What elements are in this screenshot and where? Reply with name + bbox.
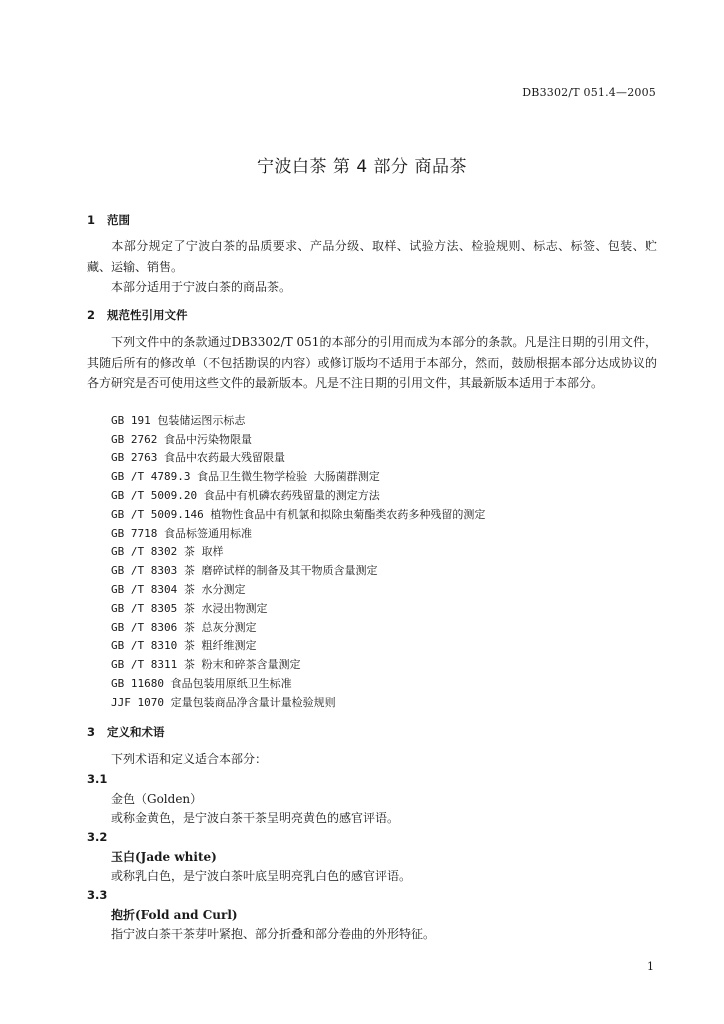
term-number: 3.3 (87, 888, 108, 902)
reference-item: GB /T 8303 茶 磨碎试样的制备及其干物质含量测定 (111, 564, 378, 577)
section-3-heading (87, 724, 165, 740)
section-2-heading (87, 307, 188, 323)
reference-item: GB /T 5009.146 植物性食品中有机氯和拟除虫菊酯类农药多种残留的测定 (111, 508, 486, 521)
reference-item: GB /T 8302 茶 取样 (111, 545, 224, 558)
reference-item: GB /T 8311 茶 粉末和碎茶含量测定 (111, 658, 301, 671)
reference-item: JJF 1070 定量包装商品净含量计量检验规则 (111, 696, 336, 709)
paragraph-text: 下列文件中的条款通过DB3302/T 051的本部分的引用而成为本部分的条款。凡是注日期的引用文件，其随后所有的修改单（不包括勘误的内容）或修订版均不适用于本部分，然而，鼓励根据本部分达成协议的各方研究是否可使用这些文件的最新版本。凡是不注日期的引用文件，其最新版本适用于本部分。 (87, 335, 657, 390)
term-name: 抱折(Fold and Curl) (111, 908, 238, 922)
section-number: 1 (87, 213, 96, 227)
term-definition: 指宁波白茶干茶芽叶紧抱、部分折叠和部分卷曲的外形特征。 (111, 927, 436, 941)
section-title: 定义和术语 (107, 725, 165, 739)
section-title: 规范性引用文件 (107, 308, 188, 322)
term-definition: 或称金黄色，是宁波白茶干茶呈明亮黄色的感官评语。 (111, 811, 400, 825)
reference-item: GB /T 8304 茶 水分测定 (111, 583, 246, 596)
reference-item: GB 2763 食品中农药最大残留限量 (111, 451, 285, 464)
term-number: 3.1 (87, 772, 108, 786)
section-1-heading (87, 212, 130, 228)
reference-item: GB /T 8310 茶 粗纤维测定 (111, 639, 257, 652)
section-title: 范围 (107, 213, 130, 227)
section-1-paragraph-1 (87, 236, 657, 277)
section-number: 3 (87, 725, 96, 739)
reference-item: GB 7718 食品标签通用标准 (111, 527, 252, 540)
paragraph-text: 本部分适用于宁波白茶的商品茶。 (111, 280, 292, 294)
reference-item: GB /T 8306 茶 总灰分测定 (111, 621, 257, 634)
term-name: 玉白(Jade white) (111, 850, 217, 864)
reference-item: GB 11680 食品包装用原纸卫生标准 (111, 677, 292, 690)
section-number: 2 (87, 308, 96, 322)
page-number: 1 (647, 960, 654, 973)
term-definition: 或称乳白色，是宁波白茶叶底呈明亮乳白色的感官评语。 (111, 869, 412, 883)
reference-item: GB 191 包装储运图示标志 (111, 414, 246, 427)
document-title: 宁波白茶 第 4 部分 商品茶 (257, 157, 467, 177)
section-2-paragraph (87, 332, 657, 394)
section-1-paragraph-2 (87, 277, 657, 298)
reference-item: GB 2762 食品中污染物限量 (111, 433, 252, 446)
section-3-intro: 下列术语和定义适合本部分： (111, 752, 268, 766)
term-name: 金色（Golden） (111, 792, 203, 806)
paragraph-text: 本部分规定了宁波白茶的品质要求、产品分级、取样、试验方法、检验规则、标志、标签、包装、贮藏、运输、销售。 (87, 239, 657, 274)
term-number: 3.2 (87, 830, 108, 844)
reference-item: GB /T 8305 茶 水浸出物测定 (111, 602, 268, 615)
reference-item: GB /T 4789.3 食品卫生微生物学检验 大肠菌群测定 (111, 470, 380, 483)
document-id: DB3302/T 051.4—2005 (522, 86, 656, 99)
reference-item: GB /T 5009.20 食品中有机磷农药残留量的测定方法 (111, 489, 380, 502)
